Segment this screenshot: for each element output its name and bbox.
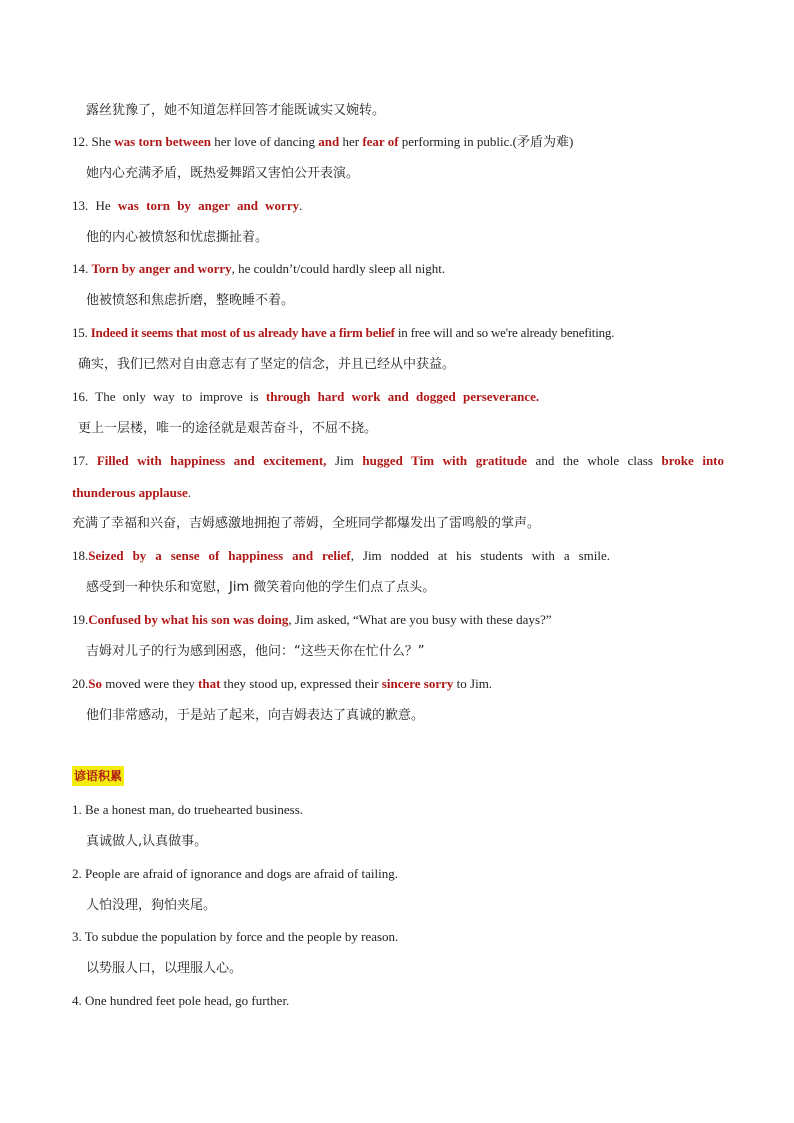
translation-15: 确实，我们已然对自由意志有了坚定的信念，并且已经从中获益。 xyxy=(78,357,456,372)
translation-11: 露丝犹豫了，她不知道怎样回答才能既诚实又婉转。 xyxy=(86,103,386,118)
translation-18: 感受到一种快乐和宽慰，Jim 微笑着向他的学生们点了点头。 xyxy=(86,580,436,595)
highlight: broke into xyxy=(661,453,724,468)
sentence-number: 14. xyxy=(72,261,92,276)
highlight: was torn by anger and worry xyxy=(117,198,300,213)
sentence-18: 18.Seized by a sense of happiness and relief, Jim nodded at his students with a smile. xyxy=(72,548,610,563)
sentence-number: 18. xyxy=(72,548,89,563)
sentence-number: 17. xyxy=(72,453,97,468)
sentence-number: 15. xyxy=(72,325,91,340)
sentence-14: 14. Torn by anger and worry, he couldn’t/could hardly sleep all night. xyxy=(72,261,446,276)
sentence-number: 19. xyxy=(72,612,89,627)
highlight: Filled with happiness and excitement, xyxy=(96,453,327,468)
highlight: Seized by a sense of happiness and relief xyxy=(88,548,351,563)
translation-19: 吉姆对儿子的行为感到困惑，他问：“这些天你在忙什么？” xyxy=(86,644,425,659)
highlight: thunderous applause xyxy=(72,485,188,500)
proverb-3-en: 3. To subdue the population by force and the people by reason. xyxy=(72,929,399,944)
highlight: was torn between xyxy=(114,134,212,149)
sentence-17-line1: 17. Filled with happiness and excitement, Jim hugged Tim with gratitude and the whole class broke into xyxy=(72,453,724,468)
proverb-4-en: 4. One hundred feet pole head, go further. xyxy=(72,993,290,1008)
sentence-19: 19.Confused by what his son was doing, Jim asked, “What are you busy with these days?” xyxy=(72,612,552,627)
sentence-number: 12. xyxy=(72,134,92,149)
sentence-number: 16. xyxy=(72,389,96,404)
proverb-3-zh: 以势服人口，以理服人心。 xyxy=(86,961,243,976)
proverb-1-en: 1. Be a honest man, do truehearted business. xyxy=(72,802,304,817)
sentence-15: 15. Indeed it seems that most of us already have a firm belief in free will and so we're already benefiting. xyxy=(72,325,615,340)
translation-13: 他的内心被愤怒和忧虑撕扯着。 xyxy=(86,230,269,245)
translation-17: 充满了幸福和兴奋，吉姆感激地拥抱了蒂姆，全班同学都爆发出了雷鸣般的掌声。 xyxy=(72,516,541,531)
sentence-number: 20. xyxy=(72,676,89,691)
proverb-1-zh: 真诚做人,认真做事。 xyxy=(86,834,208,849)
section-heading-proverbs: 谚语积累 xyxy=(72,766,124,786)
highlight: sincere sorry xyxy=(381,676,454,691)
translation-16: 更上一层楼，唯一的途径就是艰苦奋斗，不屈不挠。 xyxy=(78,421,378,436)
highlight: that xyxy=(198,676,221,691)
sentence-17-line2: thunderous applause. xyxy=(72,485,191,500)
highlight: hugged Tim with gratitude xyxy=(362,453,527,468)
highlight: Confused by what his son was doing xyxy=(88,612,289,627)
sentence-number: 13. xyxy=(72,198,96,213)
proverb-2-zh: 人怕没理，狗怕夹尾。 xyxy=(86,898,217,913)
highlight: Indeed it seems that most of us already have a firm belief xyxy=(90,325,395,340)
sentence-20: 20.So moved were they that they stood up, expressed their sincere sorry to Jim. xyxy=(72,676,493,691)
highlight: through hard work and dogged perseverance. xyxy=(265,389,540,404)
sentence-13: 13. He was torn by anger and worry. xyxy=(72,198,303,213)
sentence-16: 16. The only way to improve is through hard work and dogged perseverance. xyxy=(72,389,540,404)
highlight: fear of xyxy=(362,134,399,149)
sentence-12: 12. She was torn between her love of dancing and her fear of performing in public.(矛盾为难) xyxy=(72,134,574,149)
highlight: Torn by anger and worry xyxy=(91,261,232,276)
translation-20: 他们非常感动，于是站了起来，向吉姆表达了真诚的歉意。 xyxy=(86,708,425,723)
translation-12: 她内心充满矛盾，既热爱舞蹈又害怕公开表演。 xyxy=(86,166,360,181)
translation-14: 他被愤怒和焦虑折磨，整晚睡不着。 xyxy=(86,293,295,308)
highlight: So xyxy=(88,676,102,691)
proverb-2-en: 2. People are afraid of ignorance and dogs are afraid of tailing. xyxy=(72,866,398,881)
highlight: and xyxy=(318,134,340,149)
